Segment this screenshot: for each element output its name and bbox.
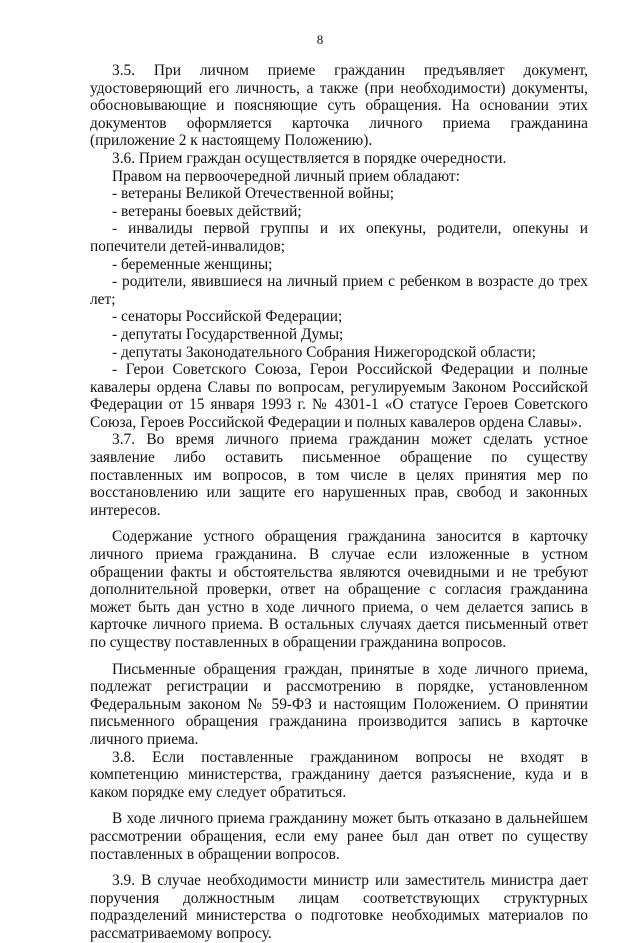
paragraph-refusal: В ходе личного приема гражданину может быть отказано в дальнейшем рассмотрении обращения, если ему ранее был дан ответ по существу поставленных в обращении вопросов.	[90, 810, 588, 863]
paragraph-3-6: 3.6. Прием граждан осуществляется в порядке очередности.	[112, 149, 507, 167]
list-item: - сенаторы Российской Федерации;	[112, 308, 343, 326]
list-item: - беременные женщины;	[112, 255, 273, 273]
paragraph-oral-appeal: Содержание устного обращения гражданина заносится в карточку личного приема гражданина. В случае если изложенные в устном обращении факты и обстоятельства являются очевидными и не требуют дополнительной проверки, ответ на обращение с согласия гражданина может быть дан устно в ходе личного приема, о чем делается запись в карточке личного приема. В остальных случаях дается письменный ответ по существу поставленных в обращении гражданина вопросов.	[90, 528, 588, 651]
document-body	[90, 62, 588, 943]
paragraph-3-5: 3.5. При личном приеме гражданин предъявляет документ, удостоверяющий его личность, а также (при необходимости) документы, обосновывающие и поясняющие суть обращения. На основании этих документов оформляется карточка личного приема гражданина (приложение 2 к настоящему Положению).	[90, 62, 588, 150]
list-item: - депутаты Законодательного Собрания Нижегородской области;	[112, 343, 536, 361]
list-item: - Герои Советского Союза, Герои Российской Федерации и полные кавалеры ордена Славы по вопросам, регулируемым Законом Российской Федерации от 15 января 1993 г. № 4301-1 «О статусе Героев Советского Союза, Героев Российской Федерации и полных кавалеров ордена Славы».	[90, 361, 588, 431]
list-item: - депутаты Государственной Думы;	[112, 325, 344, 343]
list-item: - родители, явившиеся на личный прием с ребенком в возрасте до трех лет;	[90, 273, 588, 308]
paragraph-written-appeals: Письменные обращения граждан, принятые в ходе личного приема, подлежат регистрации и рассмотрению в порядке, установленном Федеральным законом № 59-ФЗ и настоящим Положением. О принятии письменного обращения гражданина производится запись в карточке личного приема.	[90, 660, 588, 748]
list-item: - ветераны боевых действий;	[112, 202, 302, 220]
list-item: - инвалиды первой группы и их опекуны, родители, опекуны и попечители детей-инвалидов;	[90, 220, 588, 255]
paragraph-3-9: 3.9. В случае необходимости министр или заместитель министра дает поручения должностным лицам соответствующих структурных подразделений министерства о подготовке необходимых материалов по рассматриваемому вопросу.	[90, 872, 588, 942]
list-item: - ветераны Великой Отечественной войны;	[112, 185, 394, 203]
paragraph-3-7: 3.7. Во время личного приема гражданин может сделать устное заявление либо оставить письменное обращение по существу поставленных им вопросов, в том числе в целях принятия мер по восстановлению или защите его нарушенных прав, свобод и законных интересов.	[90, 431, 588, 519]
paragraph-3-8: 3.8. Если поставленные гражданином вопросы не входят в компетенцию министерства, гражданину дается разъяснение, куда и в каком порядке ему следует обратиться.	[90, 748, 588, 801]
priority-intro: Правом на первоочередной личный прием обладают:	[112, 167, 460, 185]
page-number: 8	[316, 32, 324, 47]
